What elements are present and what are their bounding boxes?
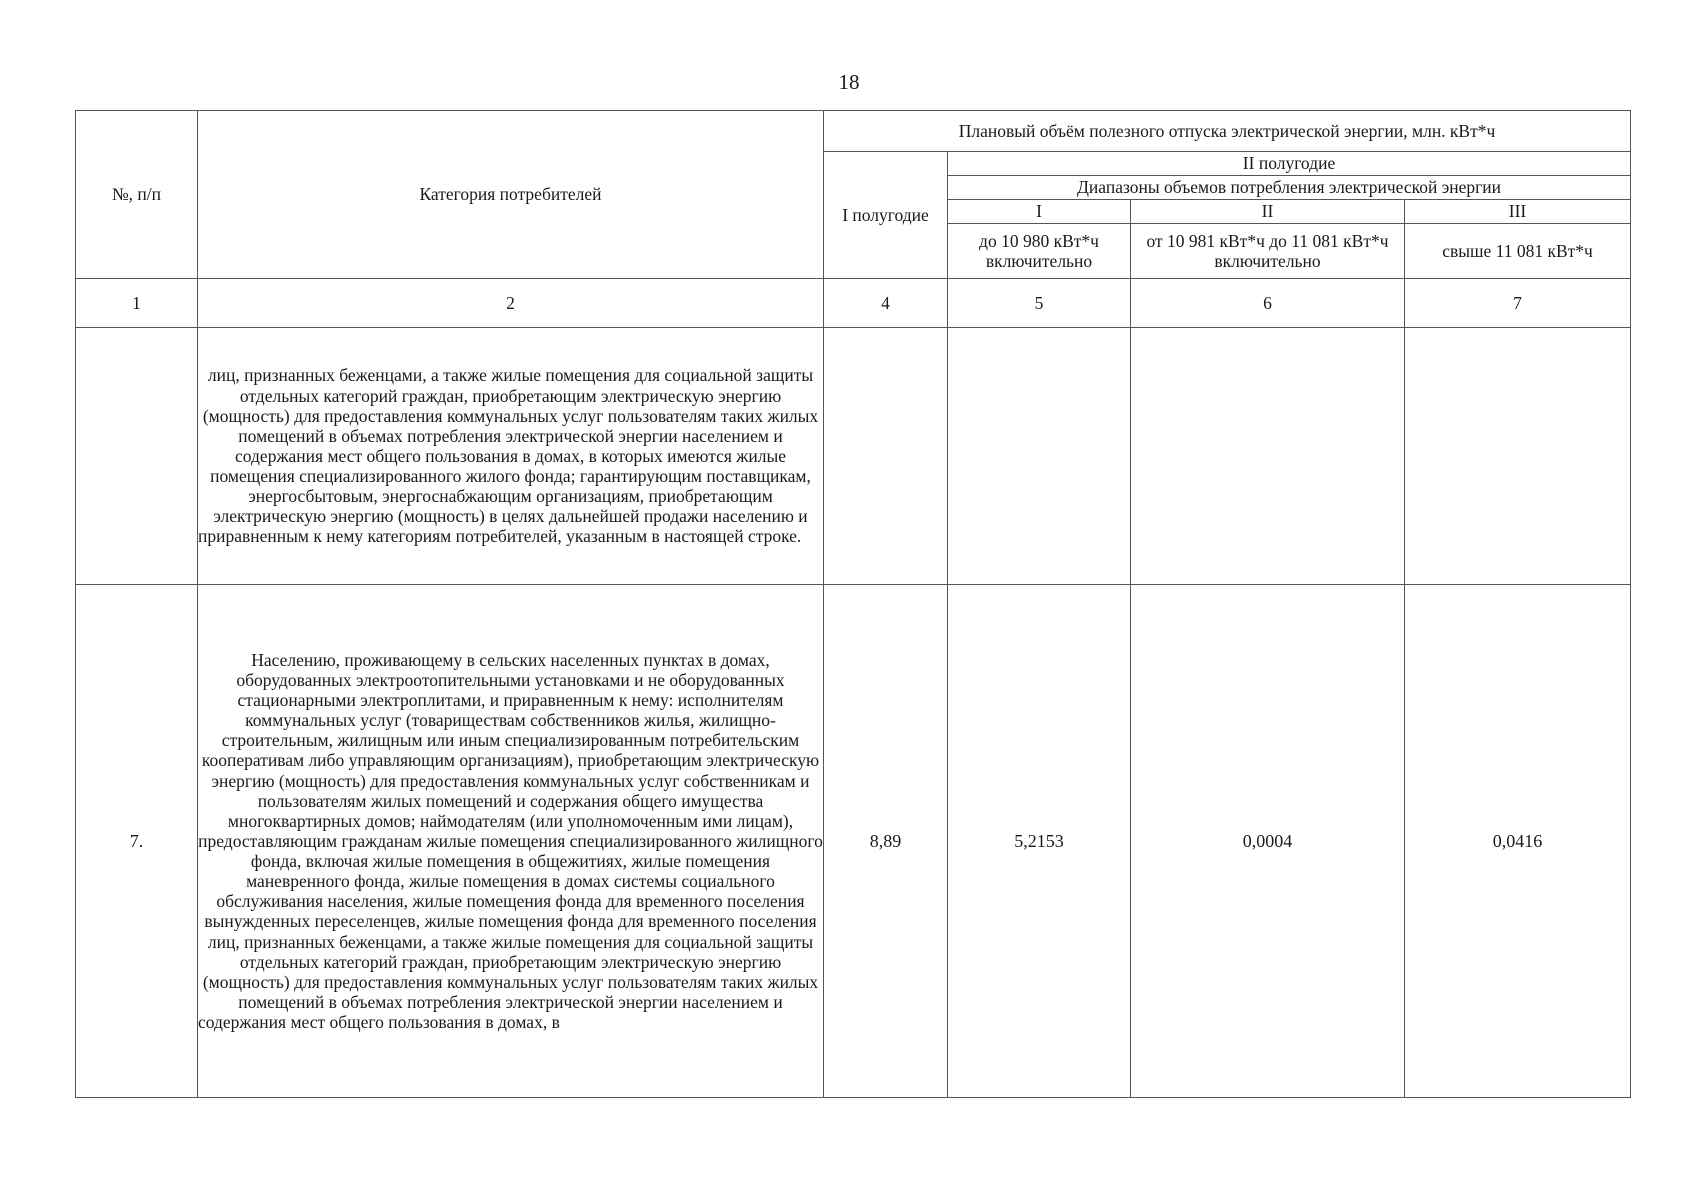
row-description: Населению, проживающему в сельских населенных пунктах в домах, оборудованных электроотопительными установками и не оборудованных стационарными электроплитами, и приравненным к нему: исполнителям коммунальных услуг (товариществам собственников жилья, жилищно-строительным, жилищным или иным специализированным потребительским кооперативам либо управляющим организациям), приобретающим электрическую энергию (мощность) для предоставления коммунальных услуг собственникам и пользователям жилых помещений и содержания общего имущества многоквартирных домов; наймодателям (или уполномоченным ими лицам), предоставляющим гражданам жилые помещения специализированного жилищного фонда, включая жилые помещения в общежитиях, жилые помещения маневренного фонда, жилые помещения в домах системы социального обслуживания населения, жилые помещения фонда для временного поселения вынужденных переселенцев, жилые помещения фонда для временного поселения лиц, признанных беженцами, а также жилые помещения для социальной защиты отдельных категорий граждан, приобретающим электрическую энергию (мощность) для предоставления коммунальных услуг пользователям таких жилых помещений в объемах потребления электрической энергии населением и содержания мест общего пользования в домах, в — [198, 585, 824, 1098]
row-range-2-value: 0,0004 — [1131, 585, 1405, 1098]
tariff-volume-table — [75, 110, 1631, 1098]
header-range-label-1: I — [948, 200, 1131, 224]
row-range-3-value: 0,0416 — [1405, 585, 1631, 1098]
row-number — [76, 328, 198, 585]
header-planned-volume: Плановый объём полезного отпуска электрической энергии, млн. кВт*ч — [824, 111, 1631, 152]
column-index-cell: 7 — [1405, 279, 1631, 328]
column-index-cell: 1 — [76, 279, 198, 328]
table-row — [76, 328, 1631, 585]
row-range-2-value — [1131, 328, 1405, 585]
header-number: №, п/п — [76, 111, 198, 279]
row-first-half-value: 8,89 — [824, 585, 948, 1098]
page-number: 18 — [838, 70, 860, 94]
row-number: 7. — [76, 585, 198, 1098]
row-first-half-value — [824, 328, 948, 585]
header-range-desc-1: до 10 980 кВт*ч включительно — [948, 224, 1131, 279]
header-category: Категория потребителей — [198, 111, 824, 279]
column-index-cell: 4 — [824, 279, 948, 328]
header-ranges: Диапазоны объемов потребления электрической энергии — [948, 176, 1631, 200]
column-index-cell: 5 — [948, 279, 1131, 328]
table-row — [76, 585, 1631, 1098]
header-range-label-2: II — [1131, 200, 1405, 224]
column-index-cell: 6 — [1131, 279, 1405, 328]
column-index-row — [76, 279, 1631, 328]
header-second-half: II полугодие — [948, 152, 1631, 176]
header-first-half: I полугодие — [824, 152, 948, 279]
column-index-cell: 2 — [198, 279, 824, 328]
row-range-1-value: 5,2153 — [948, 585, 1131, 1098]
row-range-3-value — [1405, 328, 1631, 585]
header-range-label-3: III — [1405, 200, 1631, 224]
row-range-1-value — [948, 328, 1131, 585]
row-description: лиц, признанных беженцами, а также жилые помещения для социальной защиты отдельных категорий граждан, приобретающим электрическую энергию (мощность) для предоставления коммунальных услуг пользователям таких жилых помещений в объемах потребления электрической энергии населением и содержания мест общего пользования в домах, в которых имеются жилые помещения специализированного жилого фонда; гарантирующим поставщикам, энергосбытовым, энергоснабжающим организациям, приобретающим электрическую энергию (мощность) в целях дальнейшей продажи населению и приравненным к нему категориям потребителей, указанным в настоящей строке. — [198, 328, 824, 585]
header-range-desc-2: от 10 981 кВт*ч до 11 081 кВт*ч включительно — [1131, 224, 1405, 279]
header-range-desc-3: свыше 11 081 кВт*ч — [1405, 224, 1631, 279]
